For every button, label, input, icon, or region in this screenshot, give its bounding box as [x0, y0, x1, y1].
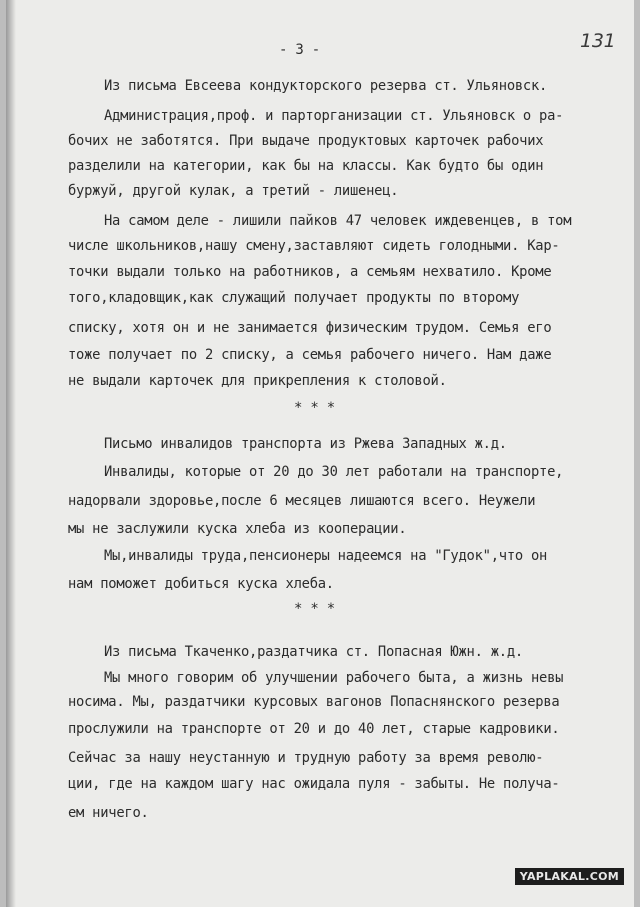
section-separator: * * *: [294, 400, 335, 416]
paragraph-line: нам поможет добиться куска хлеба.: [68, 576, 334, 592]
paragraph-line: не выдали карточек для прикрепления к столовой.: [68, 373, 447, 389]
section-1-heading: Из письма Евсеева кондукторского резерва ст. Ульяновск.: [104, 78, 548, 94]
paragraph-line: тоже получает по 2 списку, а семья рабочего ничего. Нам даже: [68, 347, 552, 363]
paragraph-line: прослужили на транспорте от 20 и до 40 лет, старые кадровики.: [68, 721, 560, 737]
paragraph-line: надорвали здоровье,после 6 месяцев лишаются всего. Неужели: [68, 493, 536, 509]
paragraph-line: Мы,инвалиды труда,пенсионеры надеемся на "Гудок",что он: [104, 548, 548, 564]
paragraph-line: Инвалиды, которые от 20 до 30 лет работали на транспорте,: [104, 464, 564, 480]
page-number: - 3 -: [279, 42, 320, 58]
paragraph-line: носима. Мы, раздатчики курсовых вагонов Попаснянского резерва: [68, 694, 560, 710]
paragraph-line: бочих не заботятся. При выдаче продуктовых карточек рабочих: [68, 133, 544, 149]
paragraph-line: ем ничего.: [68, 805, 149, 821]
section-2-heading: Письмо инвалидов транспорта из Ржева Западных ж.д.: [104, 436, 507, 452]
paragraph-line: точки выдали только на работников, а семьям нехватило. Кроме: [68, 264, 552, 280]
section-3-heading: Из письма Ткаченко,раздатчика ст. Попасная Южн. ж.д.: [104, 644, 523, 660]
paragraph-line: числе школьников,нашу смену,заставляют сидеть голодными. Кар-: [68, 238, 560, 254]
paragraph-line: Сейчас за нашу неустанную и трудную работу за время револю-: [68, 750, 544, 766]
paragraph-line: Мы много говорим об улучшении рабочего быта, а жизнь невы: [104, 670, 564, 686]
paragraph-line: мы не заслужили куска хлеба из кооперации.: [68, 521, 407, 537]
paragraph-line: буржуй, другой кулак, а третий - лишенец.: [68, 183, 399, 199]
paragraph-line: На самом деле - лишили пайков 47 человек иждевенцев, в том: [104, 213, 572, 229]
paragraph-line: Администрация,проф. и парторганизации ст. Ульяновск о ра-: [104, 108, 564, 124]
paragraph-line: списку, хотя он и не занимается физическим трудом. Семья его: [68, 320, 552, 336]
document-page: [6, 0, 634, 907]
paragraph-line: ции, где на каждом шагу нас ожидала пуля - забыты. Не получа-: [68, 776, 560, 792]
section-separator: * * *: [294, 601, 335, 617]
archive-number: 131: [580, 30, 616, 52]
paragraph-line: того,кладовщик,как служащий получает продукты по второму: [68, 290, 520, 306]
page-edge-shadow: [6, 0, 16, 907]
watermark-stamp: YAPLAKAL.COM: [515, 868, 624, 885]
paragraph-line: разделили на категории, как бы на классы. Как будто бы один: [68, 158, 544, 174]
